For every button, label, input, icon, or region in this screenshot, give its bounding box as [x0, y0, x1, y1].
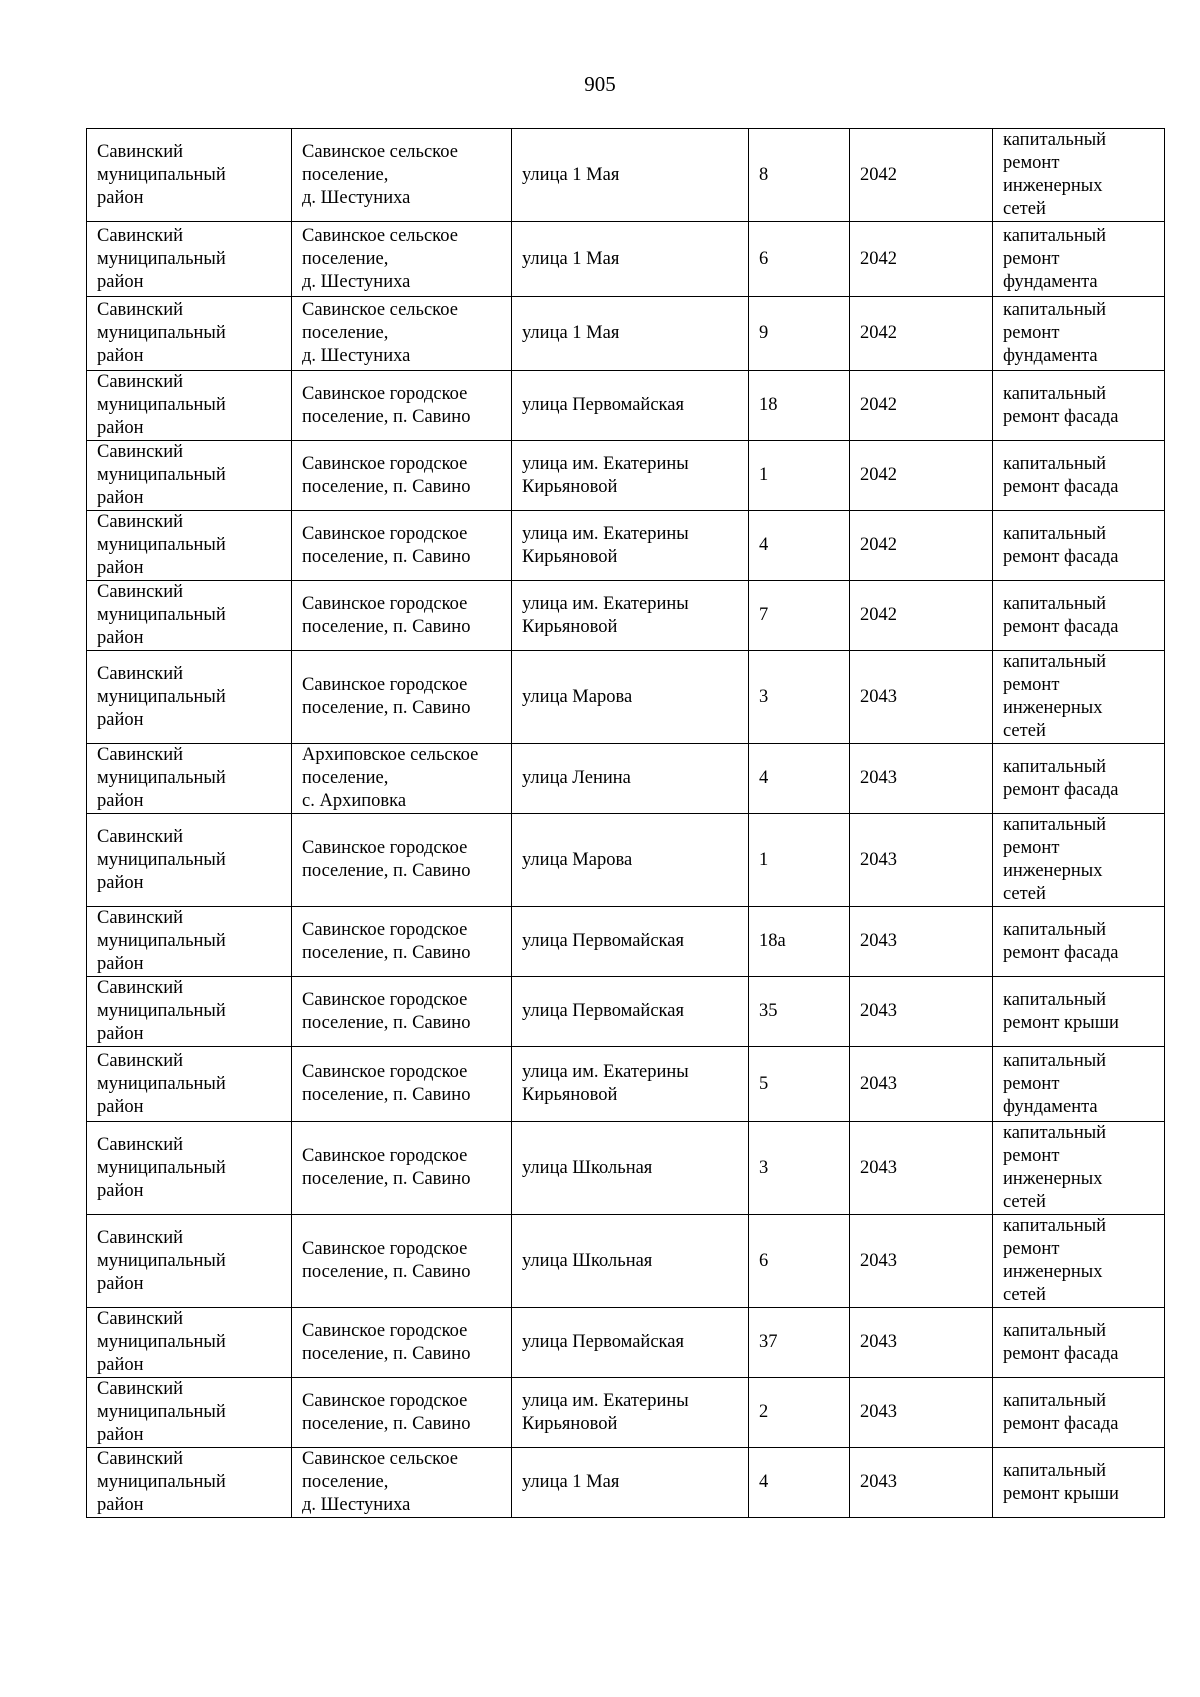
- house-number-cell: 6: [749, 222, 850, 297]
- work-type-cell: капитальный ремонт инженерных сетей: [993, 1215, 1165, 1308]
- settlement-cell: Савинское городское поселение, п. Савино: [292, 1122, 512, 1215]
- year-cell: 2043: [850, 1122, 993, 1215]
- district-cell: Савинский муниципальный район: [87, 441, 292, 511]
- settlement-cell: Савинское городское поселение, п. Савино: [292, 1047, 512, 1122]
- table-row: [87, 581, 1165, 651]
- street-cell: улица Ленина: [512, 744, 749, 814]
- year-cell: 2042: [850, 129, 993, 222]
- settlement-cell: Савинское сельское поселение, д. Шестуниха: [292, 1448, 512, 1518]
- year-cell: 2042: [850, 371, 993, 441]
- year-cell: 2043: [850, 977, 993, 1047]
- district-cell: Савинский муниципальный район: [87, 651, 292, 744]
- work-type-cell: капитальный ремонт фасада: [993, 744, 1165, 814]
- street-cell: улица 1 Мая: [512, 1448, 749, 1518]
- settlement-cell: Савинское городское поселение, п. Савино: [292, 814, 512, 907]
- table-row: [87, 129, 1165, 222]
- house-number-cell: 4: [749, 1448, 850, 1518]
- house-number-cell: 3: [749, 651, 850, 744]
- house-number-cell: 1: [749, 814, 850, 907]
- year-cell: 2043: [850, 907, 993, 977]
- table-row: [87, 222, 1165, 297]
- table-row: [87, 1378, 1165, 1448]
- work-type-cell: капитальный ремонт фасада: [993, 1378, 1165, 1448]
- district-cell: Савинский муниципальный район: [87, 977, 292, 1047]
- table-row: [87, 651, 1165, 744]
- table-row: [87, 1215, 1165, 1308]
- house-number-cell: 4: [749, 744, 850, 814]
- district-cell: Савинский муниципальный район: [87, 371, 292, 441]
- table-row: [87, 1122, 1165, 1215]
- settlement-cell: Савинское городское поселение, п. Савино: [292, 907, 512, 977]
- repair-schedule-table: [86, 128, 1165, 1518]
- year-cell: 2043: [850, 1308, 993, 1378]
- district-cell: Савинский муниципальный район: [87, 222, 292, 297]
- district-cell: Савинский муниципальный район: [87, 1448, 292, 1518]
- street-cell: улица Первомайская: [512, 1308, 749, 1378]
- work-type-cell: капитальный ремонт фасада: [993, 511, 1165, 581]
- table-row: [87, 1448, 1165, 1518]
- table-row: [87, 511, 1165, 581]
- district-cell: Савинский муниципальный район: [87, 129, 292, 222]
- table-row: [87, 1308, 1165, 1378]
- settlement-cell: Савинское городское поселение, п. Савино: [292, 511, 512, 581]
- work-type-cell: капитальный ремонт фасада: [993, 1308, 1165, 1378]
- street-cell: улица 1 Мая: [512, 129, 749, 222]
- year-cell: 2043: [850, 1215, 993, 1308]
- house-number-cell: 5: [749, 1047, 850, 1122]
- year-cell: 2043: [850, 1047, 993, 1122]
- work-type-cell: капитальный ремонт фундамента: [993, 1047, 1165, 1122]
- street-cell: улица им. Екатерины Кирьяновой: [512, 1378, 749, 1448]
- table-row: [87, 371, 1165, 441]
- district-cell: Савинский муниципальный район: [87, 744, 292, 814]
- settlement-cell: Савинское городское поселение, п. Савино: [292, 581, 512, 651]
- table-row: [87, 744, 1165, 814]
- house-number-cell: 9: [749, 297, 850, 371]
- district-cell: Савинский муниципальный район: [87, 907, 292, 977]
- street-cell: улица 1 Мая: [512, 297, 749, 371]
- year-cell: 2042: [850, 222, 993, 297]
- street-cell: улица Марова: [512, 651, 749, 744]
- house-number-cell: 1: [749, 441, 850, 511]
- house-number-cell: 37: [749, 1308, 850, 1378]
- street-cell: улица им. Екатерины Кирьяновой: [512, 511, 749, 581]
- work-type-cell: капитальный ремонт крыши: [993, 1448, 1165, 1518]
- year-cell: 2042: [850, 511, 993, 581]
- page-number: 905: [584, 72, 616, 96]
- work-type-cell: капитальный ремонт инженерных сетей: [993, 1122, 1165, 1215]
- settlement-cell: Савинское городское поселение, п. Савино: [292, 371, 512, 441]
- street-cell: улица им. Екатерины Кирьяновой: [512, 441, 749, 511]
- table-row: [87, 441, 1165, 511]
- settlement-cell: Савинское городское поселение, п. Савино: [292, 1378, 512, 1448]
- house-number-cell: 2: [749, 1378, 850, 1448]
- settlement-cell: Савинское городское поселение, п. Савино: [292, 1215, 512, 1308]
- street-cell: улица им. Екатерины Кирьяновой: [512, 1047, 749, 1122]
- district-cell: Савинский муниципальный район: [87, 1047, 292, 1122]
- settlement-cell: Архиповское сельское поселение, с. Архиповка: [292, 744, 512, 814]
- district-cell: Савинский муниципальный район: [87, 511, 292, 581]
- district-cell: Савинский муниципальный район: [87, 1215, 292, 1308]
- year-cell: 2043: [850, 1448, 993, 1518]
- work-type-cell: капитальный ремонт инженерных сетей: [993, 129, 1165, 222]
- settlement-cell: Савинское городское поселение, п. Савино: [292, 977, 512, 1047]
- work-type-cell: капитальный ремонт фасада: [993, 371, 1165, 441]
- work-type-cell: капитальный ремонт фасада: [993, 441, 1165, 511]
- house-number-cell: 18: [749, 371, 850, 441]
- street-cell: улица Школьная: [512, 1215, 749, 1308]
- settlement-cell: Савинское сельское поселение, д. Шестуниха: [292, 297, 512, 371]
- district-cell: Савинский муниципальный район: [87, 581, 292, 651]
- settlement-cell: Савинское городское поселение, п. Савино: [292, 1308, 512, 1378]
- table-row: [87, 907, 1165, 977]
- house-number-cell: 7: [749, 581, 850, 651]
- table-body: [87, 129, 1165, 1518]
- work-type-cell: капитальный ремонт инженерных сетей: [993, 651, 1165, 744]
- street-cell: улица 1 Мая: [512, 222, 749, 297]
- settlement-cell: Савинское городское поселение, п. Савино: [292, 441, 512, 511]
- table-row: [87, 1047, 1165, 1122]
- street-cell: улица Первомайская: [512, 371, 749, 441]
- work-type-cell: капитальный ремонт фасада: [993, 907, 1165, 977]
- house-number-cell: 3: [749, 1122, 850, 1215]
- work-type-cell: капитальный ремонт крыши: [993, 977, 1165, 1047]
- street-cell: улица им. Екатерины Кирьяновой: [512, 581, 749, 651]
- house-number-cell: 18а: [749, 907, 850, 977]
- work-type-cell: капитальный ремонт инженерных сетей: [993, 814, 1165, 907]
- house-number-cell: 8: [749, 129, 850, 222]
- year-cell: 2043: [850, 651, 993, 744]
- work-type-cell: капитальный ремонт фундамента: [993, 297, 1165, 371]
- house-number-cell: 4: [749, 511, 850, 581]
- year-cell: 2043: [850, 814, 993, 907]
- district-cell: Савинский муниципальный район: [87, 1122, 292, 1215]
- district-cell: Савинский муниципальный район: [87, 1308, 292, 1378]
- street-cell: улица Школьная: [512, 1122, 749, 1215]
- table-row: [87, 977, 1165, 1047]
- year-cell: 2043: [850, 744, 993, 814]
- district-cell: Савинский муниципальный район: [87, 297, 292, 371]
- year-cell: 2043: [850, 1378, 993, 1448]
- district-cell: Савинский муниципальный район: [87, 1378, 292, 1448]
- year-cell: 2042: [850, 297, 993, 371]
- district-cell: Савинский муниципальный район: [87, 814, 292, 907]
- house-number-cell: 35: [749, 977, 850, 1047]
- settlement-cell: Савинское городское поселение, п. Савино: [292, 651, 512, 744]
- work-type-cell: капитальный ремонт фундамента: [993, 222, 1165, 297]
- work-type-cell: капитальный ремонт фасада: [993, 581, 1165, 651]
- street-cell: улица Марова: [512, 814, 749, 907]
- settlement-cell: Савинское сельское поселение, д. Шестуниха: [292, 129, 512, 222]
- street-cell: улица Первомайская: [512, 907, 749, 977]
- year-cell: 2042: [850, 581, 993, 651]
- year-cell: 2042: [850, 441, 993, 511]
- table-row: [87, 297, 1165, 371]
- table-row: [87, 814, 1165, 907]
- street-cell: улица Первомайская: [512, 977, 749, 1047]
- settlement-cell: Савинское сельское поселение, д. Шестуниха: [292, 222, 512, 297]
- house-number-cell: 6: [749, 1215, 850, 1308]
